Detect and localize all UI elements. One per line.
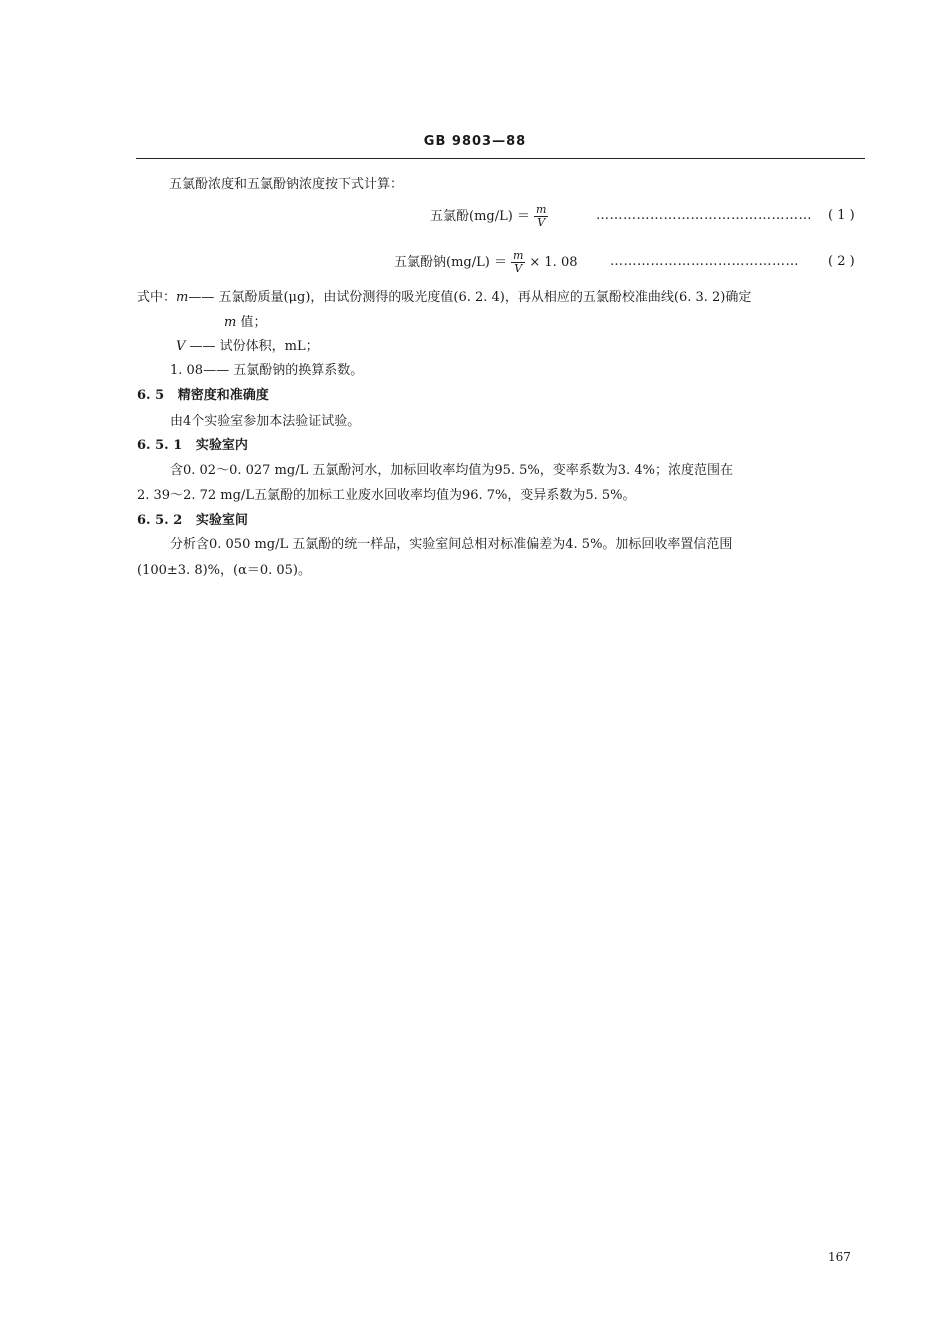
section-6-5-2-number: 6. 5. 2	[137, 513, 183, 528]
section-6-5-2-line-1: 分析含0. 050 mg/L 五氯酚的统一样品，实验室间总相对标准偏差为4. 5%。加标回收率置信范围	[170, 537, 733, 552]
section-6-5-2-line-2: (100±3. 8)%，(α＝0. 05)。	[137, 563, 312, 578]
section-6-5-title: 精密度和准确度	[177, 388, 269, 403]
formula-1-dots: …………………………………………	[596, 208, 812, 223]
definition-m	[137, 288, 751, 308]
definition-m-cont-text: 值；	[236, 315, 267, 330]
formula-2-dots: ……………………………………	[610, 254, 799, 269]
definition-v-text: —— 试份体积，mL；	[189, 339, 319, 354]
definition-v-symbol: V	[176, 339, 186, 354]
section-6-5-text: 由4个实验室参加本法验证试验。	[170, 414, 361, 429]
definition-v	[176, 337, 319, 357]
definition-coefficient-symbol: 1. 08	[170, 363, 204, 378]
definition-m-symbol: m	[176, 290, 189, 305]
definition-coefficient	[170, 361, 363, 381]
definition-prefix: 式中：	[137, 290, 177, 305]
formula-2-label: ( 2 )	[828, 254, 855, 269]
formula-1-label: ( 1 )	[828, 208, 855, 223]
section-6-5-2-heading	[137, 511, 248, 531]
formula-1-fraction	[534, 204, 548, 229]
section-6-5-heading	[137, 386, 269, 406]
section-6-5-1-line-2: 2. 39～2. 72 mg/L五氯酚的加标工业废水回收率均值为96. 7%，变异系数为5. 5%。	[137, 488, 636, 503]
section-6-5-1-heading	[137, 436, 248, 456]
section-6-5-2-title: 实验室间	[195, 513, 248, 528]
definition-coefficient-text: —— 五氯酚钠的换算系数。	[203, 363, 364, 378]
section-6-5-1-line-1: 含0. 02～0. 027 mg/L 五氯酚河水，加标回收率均值为95. 5%，变率系数为3. 4%；浓度范围在	[170, 463, 733, 478]
formula-1-lhs: 五氯酚(mg/L) ＝	[430, 209, 530, 224]
definition-m-text: —— 五氯酚质量(μg)，由试份测得的吸光度值(6. 2. 4)，再从相应的五氯酚校准曲线(6. 3. 2)确定	[188, 290, 752, 305]
formula-1-denominator: V	[537, 216, 546, 229]
formula-1-numerator: m	[535, 203, 547, 216]
formula-2-lhs: 五氯酚钠(mg/L) ＝	[394, 255, 507, 270]
definition-m-cont-symbol: m	[224, 315, 237, 330]
section-6-5-number: 6. 5	[137, 388, 165, 403]
section-6-5-1-title: 实验室内	[195, 438, 248, 453]
formula-2-numerator: m	[512, 249, 524, 262]
intro-text: 五氯酚浓度和五氯酚钠浓度按下式计算：	[169, 177, 404, 192]
header-rule	[136, 158, 865, 159]
formula-2-fraction	[511, 250, 525, 275]
formula-2	[394, 250, 578, 275]
formula-1	[430, 204, 552, 229]
formula-2-multiplier: × 1. 08	[529, 255, 578, 270]
standard-id-header: GB 9803—88	[423, 134, 527, 149]
definition-m-cont	[224, 313, 266, 333]
page-number: 167	[828, 1250, 851, 1264]
section-6-5-1-number: 6. 5. 1	[137, 438, 183, 453]
formula-2-denominator: V	[514, 262, 523, 275]
